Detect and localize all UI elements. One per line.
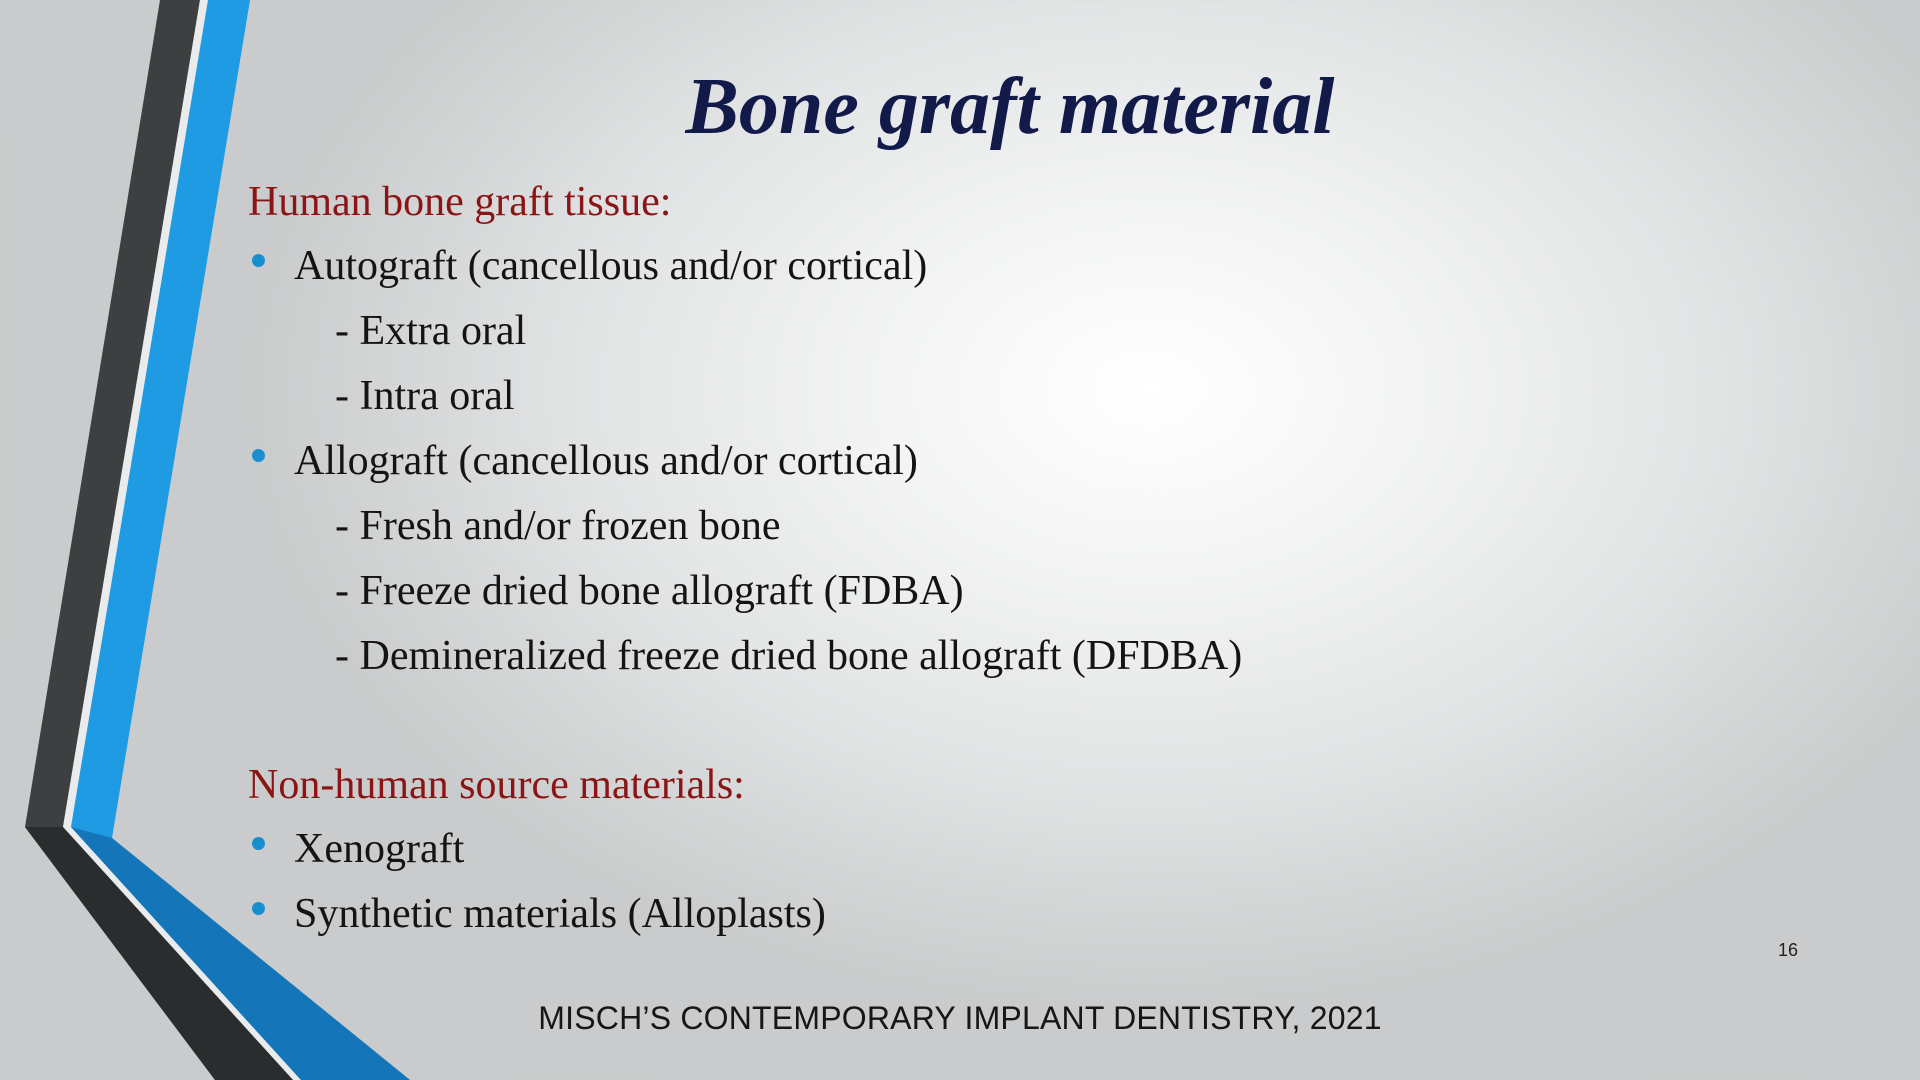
bullet-label: Synthetic materials (Alloplasts)	[294, 891, 826, 937]
page-number: 16	[1777, 940, 1799, 960]
bullet-item-autograft	[248, 234, 1748, 299]
slide-content	[248, 170, 1748, 947]
bullet-label: Xenograft	[294, 826, 465, 872]
bullet-dot-icon	[252, 837, 265, 850]
sub-item: - Intra oral	[335, 373, 515, 419]
slide-title: Bone graft material	[685, 63, 1335, 151]
bullet-label: Allograft (cancellous and/or cortical)	[294, 438, 918, 484]
section-spacer	[248, 689, 1748, 753]
sub-item: - Fresh and/or frozen bone	[335, 503, 781, 549]
section-heading-non-human: Non-human source materials:	[248, 762, 745, 808]
sub-item: - Demineralized freeze dried bone allograft (DFDBA)	[335, 633, 1243, 679]
bullet-item-allograft	[248, 429, 1748, 494]
bullet-label: Autograft (cancellous and/or cortical)	[294, 243, 928, 289]
bullet-item-synthetic	[248, 882, 1748, 947]
bullet-dot-icon	[252, 902, 265, 915]
bullet-dot-icon	[252, 254, 265, 267]
section-heading-human: Human bone graft tissue:	[248, 179, 672, 225]
sub-item: - Extra oral	[335, 308, 527, 354]
bullet-dot-icon	[252, 449, 265, 462]
sub-item: - Freeze dried bone allograft (FDBA)	[335, 568, 964, 614]
bullet-item-xenograft	[248, 817, 1748, 882]
slide-footer: MISCH’S CONTEMPORARY IMPLANT DENTISTRY, 2021	[538, 1000, 1382, 1036]
